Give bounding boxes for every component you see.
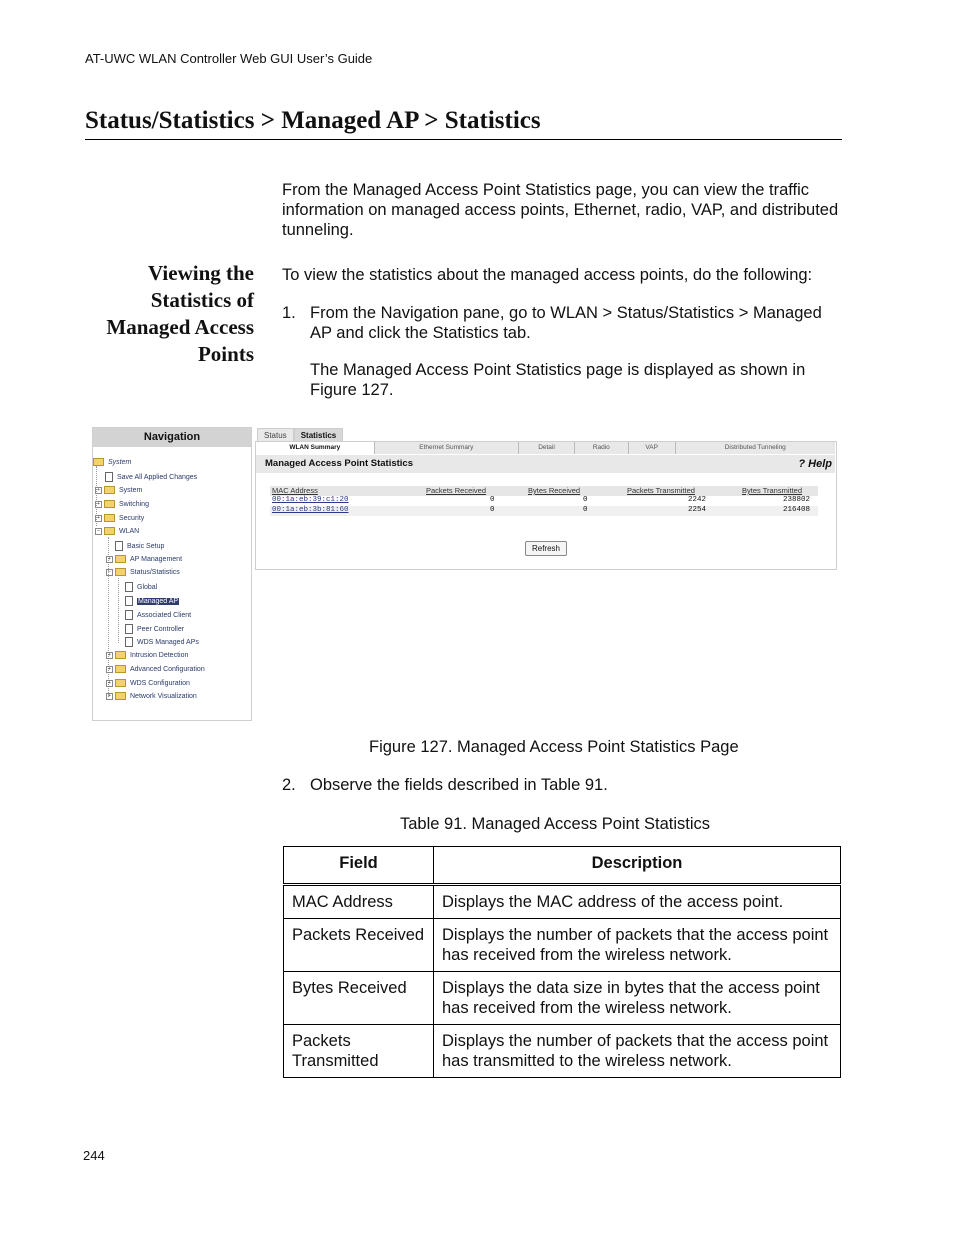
tab-wlan-summary[interactable]: WLAN Summary <box>256 442 375 454</box>
side-heading <box>90 260 254 368</box>
tab-radio[interactable]: Radio <box>575 442 629 454</box>
step-2 <box>282 775 608 795</box>
tree-item-switching[interactable]: + Switching <box>95 500 149 508</box>
mac-link[interactable]: 00:1a:eb:39:c1:20 <box>272 496 349 504</box>
expand-icon[interactable]: + <box>106 680 113 687</box>
tree-item-wlan[interactable]: − WLAN <box>95 527 139 535</box>
table-row <box>284 972 841 1025</box>
tree-item-wds-managed-aps[interactable]: WDS Managed APs <box>125 637 199 647</box>
tree-item-system-root[interactable]: System <box>93 458 131 466</box>
table-header: Field <box>284 847 434 885</box>
folder-icon <box>93 458 104 466</box>
tab-status[interactable]: Status <box>257 428 294 442</box>
tree-item-security[interactable]: + Security <box>95 514 144 522</box>
tab-vap[interactable]: VAP <box>629 442 676 454</box>
fields-table <box>283 846 841 1078</box>
side-heading-line: Points <box>197 342 254 366</box>
column-header[interactable]: Packets Transmitted <box>627 486 695 495</box>
tree-item-network-visualization[interactable]: + Network Visualization <box>106 692 197 700</box>
folder-icon <box>115 692 126 700</box>
document-icon <box>105 472 113 482</box>
table-cell: 0 <box>583 506 588 514</box>
step-text: From the Navigation pane, go to WLAN > Status/Statistics > Managed <box>310 304 822 322</box>
tab-detail[interactable]: Detail <box>519 442 575 454</box>
tree-item-system[interactable]: + System <box>95 486 142 494</box>
table-cell: 0 <box>583 496 588 504</box>
tree-item-status-statistics[interactable]: − Status/Statistics <box>106 568 180 576</box>
document-icon <box>125 582 133 592</box>
folder-icon <box>115 679 126 687</box>
tree-item-advanced-configuration[interactable]: + Advanced Configuration <box>106 665 205 673</box>
expand-icon[interactable]: + <box>106 652 113 659</box>
sub-tabs <box>256 442 835 454</box>
mac-link[interactable]: 00:1a:eb:3b:81:60 <box>272 506 349 514</box>
tree-item-wds-configuration[interactable]: + WDS Configuration <box>106 679 190 687</box>
top-tabs <box>257 428 343 442</box>
folder-icon <box>115 665 126 673</box>
field-cell: MAC Address <box>284 885 434 919</box>
folder-icon <box>104 500 115 508</box>
tree-item-managed-ap[interactable]: Managed AP <box>125 596 179 606</box>
table-row <box>284 1025 841 1078</box>
step-number: 1. <box>282 304 296 322</box>
column-header[interactable]: MAC Address <box>272 486 318 495</box>
folder-open-icon <box>104 527 115 535</box>
table-cell: 0 <box>490 506 495 514</box>
step-1 <box>282 303 842 400</box>
column-header[interactable]: Packets Received <box>426 486 487 495</box>
document-icon <box>115 541 123 551</box>
lead-in: To view the statistics about the managed access points, do the following: <box>282 266 813 284</box>
table-cell: 2242 <box>688 496 707 504</box>
tree-item-ap-management[interactable]: + AP Management <box>106 555 182 563</box>
refresh-button[interactable]: Refresh <box>525 541 567 556</box>
field-cell: Packets Received <box>284 919 434 972</box>
tab-statistics[interactable]: Statistics <box>294 428 344 442</box>
step-followup: Figure 127. <box>310 381 394 399</box>
expand-icon[interactable]: + <box>95 515 102 522</box>
step-text: AP and click the Statistics tab. <box>310 324 531 342</box>
intro-paragraph: From the Managed Access Point Statistics page, you can view the traffic information on managed access points, Ethernet, radio, VAP, and distributed tunneling. <box>282 181 839 239</box>
tree-item-associated-client[interactable]: Associated Client <box>125 610 191 620</box>
panel-title: Managed Access Point Statistics <box>265 458 414 469</box>
document-icon <box>125 610 133 620</box>
step-followup: The Managed Access Point Statistics page is displayed as shown in <box>310 361 806 379</box>
tab-ethernet-summary[interactable]: Ethernet Summary <box>375 442 520 454</box>
table-header: Description <box>434 847 841 885</box>
field-cell: Packets Transmitted <box>284 1025 434 1078</box>
column-header[interactable]: Bytes Transmitted <box>742 486 803 495</box>
expand-icon[interactable]: + <box>95 487 102 494</box>
section-title: Status/Statistics > Managed AP > Statistics <box>85 107 842 140</box>
running-head: AT-UWC WLAN Controller Web GUI User’s Guide <box>85 51 373 66</box>
tree-item-intrusion-detection[interactable]: + Intrusion Detection <box>106 651 188 659</box>
expand-icon[interactable]: + <box>106 556 113 563</box>
expand-icon[interactable]: + <box>106 693 113 700</box>
table-cell: 238802 <box>783 496 811 504</box>
folder-icon <box>115 555 126 563</box>
folder-open-icon <box>115 568 126 576</box>
tree-item-global[interactable]: Global <box>125 582 157 592</box>
folder-icon <box>115 651 126 659</box>
table-cell: 2254 <box>688 506 707 514</box>
navigation-title: Navigation <box>93 428 251 447</box>
expand-icon[interactable]: + <box>106 666 113 673</box>
description-cell: Displays the MAC address of the access point. <box>434 885 841 919</box>
table-row <box>284 885 841 919</box>
document-icon <box>125 596 133 606</box>
column-header[interactable]: Bytes Received <box>528 486 581 495</box>
step-number: 2. <box>282 776 296 794</box>
document-icon <box>125 637 133 647</box>
side-heading-line: Statistics of <box>150 288 254 312</box>
tab-distributed-tunneling[interactable]: Distributed Tunneling <box>724 444 786 451</box>
step-text: Observe the fields described in Table 91. <box>310 776 608 794</box>
field-cell: Bytes Received <box>284 972 434 1025</box>
side-heading-line: Viewing the <box>148 261 254 285</box>
table-cell: 216408 <box>783 506 811 514</box>
description-cell: Displays the number of packets that the access point has received from the wireless network. <box>434 919 841 972</box>
figure-caption: Figure 127. Managed Access Point Statistics Page <box>369 738 739 756</box>
side-heading-line: Managed Access <box>106 315 254 339</box>
expand-icon[interactable]: + <box>95 501 102 508</box>
help-link[interactable]: ? Help <box>798 458 832 470</box>
document-icon <box>125 624 133 634</box>
folder-icon <box>104 514 115 522</box>
collapse-icon[interactable]: − <box>106 569 113 576</box>
tree-item-save-changes[interactable]: Save All Applied Changes <box>105 472 197 482</box>
page-number: 244 <box>83 1148 105 1163</box>
panel-header <box>256 455 835 473</box>
table-cell: 0 <box>490 496 495 504</box>
tree-item-basic-setup[interactable]: Basic Setup <box>115 541 164 551</box>
collapse-icon[interactable]: − <box>95 528 102 535</box>
table-row <box>284 919 841 972</box>
table-caption: Table 91. Managed Access Point Statistics <box>400 815 711 833</box>
folder-icon <box>104 486 115 494</box>
tree-item-peer-controller[interactable]: Peer Controller <box>125 624 184 634</box>
description-cell: Displays the data size in bytes that the access point has received from the wireless network. <box>434 972 841 1025</box>
description-cell: Displays the number of packets that the access point has transmitted to the wireless network. <box>434 1025 841 1078</box>
